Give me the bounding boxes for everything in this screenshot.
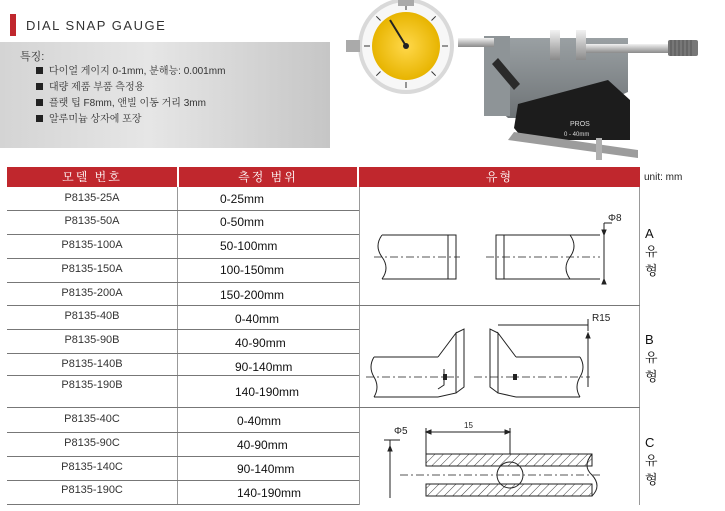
type-b-dimension: R15 (592, 313, 611, 324)
row-divider (7, 353, 359, 354)
row-divider (7, 282, 359, 283)
header-model: 모델 번호 (7, 167, 177, 187)
spec-table (7, 167, 658, 505)
title-bar (0, 0, 330, 42)
feature-item: 알루미늄 상자에 포장 (36, 112, 225, 128)
model-cell: P8135-90C (64, 437, 120, 449)
range-cell: 0-25mm (220, 192, 265, 206)
type-c-dimension: Φ5 (394, 426, 408, 437)
photo-brand: PROS (570, 121, 590, 128)
photo-range: 0 - 40mm (564, 132, 590, 138)
column-divider (639, 187, 640, 505)
row-divider (7, 480, 359, 481)
group-divider (7, 407, 640, 408)
type-a-label: A 유형 (645, 226, 658, 278)
model-cell: P8135-100A (61, 239, 123, 251)
type-a-dimension: Φ8 (608, 213, 622, 224)
type-c-length: 15 (464, 421, 473, 430)
range-cell: 90-140mm (235, 360, 293, 374)
model-cell: P8135-140B (61, 358, 123, 370)
model-cell: P8135-40C (64, 413, 120, 425)
header-range: 측정 범위 (179, 167, 357, 187)
model-cell: P8135-40B (64, 310, 120, 322)
feature-item: 다이얼 게이지 0-1mm, 분해능: 0.001mm (36, 64, 225, 80)
product-photo (338, 0, 718, 165)
type-c-drawing (360, 410, 639, 504)
range-cell: 0-50mm (220, 215, 265, 229)
range-cell: 140-190mm (235, 385, 300, 399)
row-divider (7, 456, 359, 457)
range-cell: 0-40mm (235, 312, 280, 326)
range-cell: 50-100mm (220, 239, 278, 253)
row-divider (7, 234, 359, 235)
range-cell: 150-200mm (220, 288, 285, 302)
range-cell: 0-40mm (237, 414, 282, 428)
range-cell: 40-90mm (237, 438, 288, 452)
feature-item: 플랫 팁 F8mm, 앤빌 이동 거리 3mm (36, 96, 225, 112)
row-divider (7, 258, 359, 259)
range-cell: 140-190mm (237, 486, 302, 500)
row-divider (7, 432, 359, 433)
unit-label: unit: mm (644, 172, 683, 183)
group-divider (7, 305, 640, 306)
model-cell: P8135-50A (64, 215, 120, 227)
features-heading: 특징: (20, 51, 45, 63)
row-divider (7, 375, 359, 376)
features-list (36, 64, 225, 128)
page-title: DIAL SNAP GAUGE (26, 18, 167, 33)
model-cell: P8135-200A (61, 287, 123, 299)
model-cell: P8135-140C (61, 461, 123, 473)
model-cell: P8135-150A (61, 263, 123, 275)
title-accent (10, 14, 16, 36)
type-b-drawing (360, 307, 639, 407)
row-divider (7, 210, 359, 211)
model-cell: P8135-90B (64, 334, 120, 346)
range-cell: 90-140mm (237, 462, 295, 476)
model-cell: P8135-190B (61, 379, 123, 391)
range-cell: 40-90mm (235, 336, 286, 350)
model-cell: P8135-190C (61, 484, 123, 496)
type-b-label: B 유형 (645, 332, 658, 384)
type-c-label: C 유형 (645, 435, 658, 487)
features-box (0, 42, 330, 148)
range-cell: 100-150mm (220, 263, 285, 277)
type-a-drawing (360, 191, 639, 303)
row-divider (7, 329, 359, 330)
row-divider (7, 504, 359, 505)
feature-item: 대량 제품 부품 측정용 (36, 80, 225, 96)
header-type: 유형 (359, 167, 640, 187)
model-cell: P8135-25A (64, 192, 120, 204)
